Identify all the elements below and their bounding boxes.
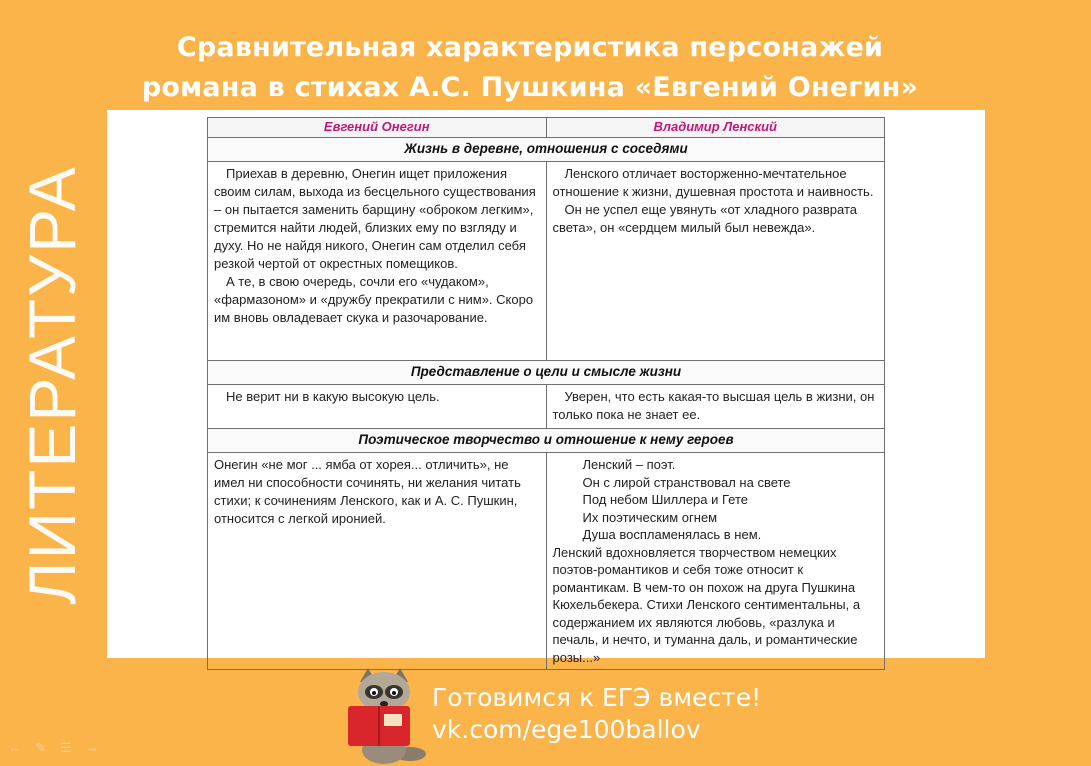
verse-line: Ленский – поэт.: [582, 457, 676, 472]
table-row: [208, 453, 885, 670]
slide-nav-controls: [8, 740, 99, 756]
section-title-goal: Представление о цели и смысле жизни: [208, 361, 885, 385]
table-row: [208, 385, 885, 429]
prev-arrow-icon[interactable]: ←: [8, 740, 21, 755]
header-lensky: Владимир Ленский: [546, 118, 885, 138]
lensky-village-p1: Ленского отличает восторженно-мечтательное отношение к жизни, душевная простота и наивность.: [552, 166, 874, 199]
slide-title-line2: романа в стихах А.С. Пушкина «Евгений Онегин»: [141, 72, 919, 103]
slide-title: [100, 28, 960, 108]
verse-line: Он с лирой странствовал на свете: [582, 474, 791, 490]
comparison-table: [207, 117, 885, 670]
footer-slogan: Готовимся к ЕГЭ вместе!: [432, 683, 762, 712]
lensky-poetry-p1: Ленский вдохновляется творчеством немецких поэтов-романтиков и себя тоже относит к романтикам. В чем-то он похож на друга Пушкина Кюхельбекера. Стихи Ленского сентиментальны, а содержанием их являются любовь, «разлука и печаль, и нечто, и туманна даль, и романтические розы...»: [552, 544, 861, 665]
verse-line: Их поэтическим огнем: [582, 509, 718, 525]
onegin-village-p1: Приехав в деревню, Онегин ищет приложения своим силам, выхода из бесцельного существования – он пытается заменить барщину «оброком легким», стремится найти людей, близких ему по взгляду и духу. Но не найдя никого, Онегин сам отделил себя резкой чертой от окрестных помещиков.: [214, 166, 536, 271]
lensky-poetry-cell: [546, 453, 885, 670]
section-row: [208, 361, 885, 385]
lensky-goal-p1: Уверен, что есть какая-то высшая цель в жизни, он только пока не знает ее.: [552, 389, 875, 422]
verse-line: Душа воспламенялась в нем.: [582, 527, 762, 542]
onegin-poetry-p1: Онегин «не мог ... ямба от хорея... отличить», не имел ни способности сочинять, ни желания читать стихи; к сочинениям Ленского, как и А. С. Пушкин, относится с легкой иронией.: [214, 457, 521, 526]
onegin-village-p2: А те, в свою очередь, сочли его «чудаком», «фармазоном» и «дружбу прекратили с ним». Скоро им вновь овладевает скука и разочарование.: [214, 274, 534, 325]
onegin-goal-p1: Не верит ни в какую высокую цель.: [226, 389, 440, 404]
table-row: [208, 162, 885, 361]
menu-icon[interactable]: ☰: [59, 740, 72, 755]
header-onegin: Евгений Онегин: [208, 118, 547, 138]
next-arrow-icon[interactable]: →: [85, 740, 99, 755]
onegin-village-cell: [208, 162, 547, 361]
onegin-poetry-cell: [208, 453, 547, 670]
lensky-village-p2: Он не успел еще увянуть «от хладного разврата света», он «сердцем милый был невежда».: [552, 202, 857, 235]
section-row: [208, 429, 885, 453]
section-row: [208, 138, 885, 162]
lensky-goal-cell: [546, 385, 885, 429]
footer-link[interactable]: vk.com/ege100ballov: [432, 715, 701, 744]
section-title-village: Жизнь в деревне, отношения с соседями: [208, 138, 885, 162]
onegin-goal-cell: [208, 385, 547, 429]
verse-line: Под небом Шиллера и Гете: [582, 492, 749, 507]
table-header-row: [208, 118, 885, 138]
footer-promo: [432, 682, 761, 746]
raccoon-mascot-icon: [340, 662, 430, 766]
section-title-poetry: Поэтическое творчество и отношение к нему героев: [208, 429, 885, 453]
lensky-village-cell: [546, 162, 885, 361]
comparison-sheet: [107, 110, 985, 665]
subject-side-label: ЛИТЕРАТУРА: [15, 165, 89, 605]
pen-icon[interactable]: ✎: [35, 740, 46, 755]
slide-title-line1: Сравнительная характеристика персонажей: [176, 32, 884, 63]
